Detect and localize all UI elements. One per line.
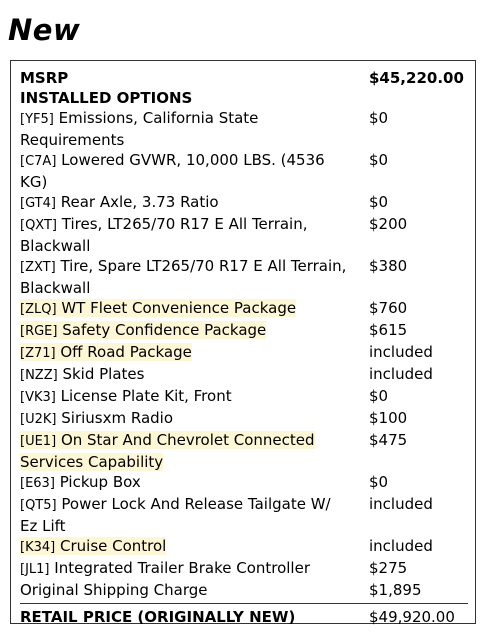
option-row: [20, 256, 466, 298]
option-description: [20, 408, 369, 430]
option-row: [20, 558, 466, 580]
option-row: [20, 108, 466, 150]
option-description: [20, 364, 369, 386]
option-price: $0: [369, 473, 389, 491]
option-row: [20, 342, 466, 364]
option-first-line: [20, 387, 232, 405]
option-first-line: [20, 109, 258, 127]
option-name: Integrated Trailer Brake Controller: [54, 559, 310, 577]
option-price: $200: [369, 215, 408, 233]
option-description: [20, 214, 369, 256]
option-description: [20, 386, 369, 408]
option-row: [20, 192, 466, 214]
option-first-line: [20, 215, 308, 233]
option-name-continued: Ez Lift: [20, 517, 66, 535]
shipping-row: [20, 580, 466, 600]
option-first-line: [20, 431, 315, 449]
page-title: New: [8, 13, 81, 47]
option-code: [Z71]: [20, 346, 56, 361]
option-code: [C7A]: [20, 154, 57, 169]
option-first-line: [20, 193, 219, 211]
option-price: $100: [369, 409, 408, 427]
option-price: $615: [369, 321, 408, 339]
option-code: [JL1]: [20, 562, 50, 577]
option-first-line: [20, 365, 144, 383]
option-description: [20, 536, 369, 558]
option-first-line: [20, 409, 173, 427]
option-name-continued: Requirements: [20, 131, 125, 149]
option-description: [20, 472, 369, 494]
option-row: [20, 150, 466, 192]
option-first-line: [20, 299, 296, 317]
option-name: Emissions, California State: [58, 109, 259, 127]
option-description: [20, 558, 369, 580]
option-price: $0: [369, 193, 389, 211]
option-row: [20, 320, 466, 342]
msrp-row: [20, 68, 466, 88]
option-price: included: [369, 537, 433, 555]
option-row: [20, 472, 466, 494]
option-description: [20, 430, 369, 472]
option-description: [20, 298, 369, 320]
option-price: $760: [369, 299, 408, 317]
installed-options-row: [20, 88, 466, 108]
option-row: [20, 298, 466, 320]
option-code: [YF5]: [20, 112, 54, 127]
total-label: RETAIL PRICE (ORIGINALLY NEW): [20, 608, 296, 626]
total-price: $49,920.00: [369, 608, 455, 626]
option-first-line: [20, 559, 310, 577]
option-first-line: [20, 495, 331, 513]
option-name: Tires, LT265/70 R17 E All Terrain,: [61, 215, 308, 233]
option-price: $275: [369, 559, 408, 577]
option-name-continued: KG): [20, 173, 48, 191]
option-name: License Plate Kit, Front: [60, 387, 232, 405]
option-description: [20, 342, 369, 364]
option-code: [QT5]: [20, 498, 57, 513]
option-code: [E63]: [20, 476, 55, 491]
option-name: Power Lock And Release Tailgate W/: [61, 495, 331, 513]
option-first-line: [20, 257, 346, 275]
window-sticker: [10, 60, 476, 624]
option-first-line: [20, 321, 266, 339]
option-first-line: [20, 473, 141, 491]
option-code: [RGE]: [20, 324, 58, 339]
total-row: [20, 607, 466, 627]
options-list: [20, 108, 466, 580]
msrp-price: $45,220.00: [369, 69, 464, 87]
option-name: Safety Confidence Package: [62, 321, 267, 339]
option-name: Tire, Spare LT265/70 R17 E All Terrain,: [60, 257, 347, 275]
shipping-price: $1,895: [369, 581, 422, 599]
option-row: [20, 364, 466, 386]
option-name-continued: Blackwall: [20, 237, 91, 255]
option-price: included: [369, 365, 433, 383]
option-name: On Star And Chevrolet Connected: [60, 431, 315, 449]
option-code: [UE1]: [20, 434, 57, 449]
option-name: Lowered GVWR, 10,000 LBS. (4536: [61, 151, 325, 169]
option-row: [20, 536, 466, 558]
option-description: [20, 108, 369, 150]
option-description: [20, 320, 369, 342]
option-first-line: [20, 343, 192, 361]
option-code: [ZLQ]: [20, 302, 57, 317]
option-price: $0: [369, 151, 389, 169]
option-description: [20, 150, 369, 192]
option-code: [K34]: [20, 540, 56, 555]
option-code: [GT4]: [20, 196, 56, 211]
option-row: [20, 494, 466, 536]
option-name: Off Road Package: [60, 343, 192, 361]
installed-options-label: INSTALLED OPTIONS: [20, 89, 193, 107]
option-first-line: [20, 151, 325, 169]
option-row: [20, 430, 466, 472]
option-description: [20, 494, 369, 536]
option-price: $0: [369, 109, 389, 127]
shipping-label: Original Shipping Charge: [20, 581, 208, 599]
option-name: Rear Axle, 3.73 Ratio: [60, 193, 219, 211]
msrp-label: MSRP: [20, 69, 69, 87]
option-row: [20, 408, 466, 430]
option-code: [QXT]: [20, 218, 57, 233]
option-name: Cruise Control: [60, 537, 167, 555]
option-name-continued: Blackwall: [20, 279, 91, 297]
option-name-continued: Services Capability: [20, 453, 164, 471]
option-code: [ZXT]: [20, 260, 56, 275]
option-description: [20, 256, 369, 298]
option-code: [U2K]: [20, 412, 57, 427]
option-first-line: [20, 537, 166, 555]
option-price: included: [369, 495, 433, 513]
option-description: [20, 192, 369, 214]
option-price: $0: [369, 387, 389, 405]
option-price: $380: [369, 257, 408, 275]
option-name: Skid Plates: [62, 365, 145, 383]
option-code: [VK3]: [20, 390, 56, 405]
total-divider: [20, 603, 468, 604]
option-name: Pickup Box: [59, 473, 141, 491]
option-row: [20, 386, 466, 408]
option-name: Siriusxm Radio: [61, 409, 174, 427]
option-price: included: [369, 343, 433, 361]
option-code: [NZZ]: [20, 368, 58, 383]
option-row: [20, 214, 466, 256]
option-price: $475: [369, 431, 408, 449]
option-name: WT Fleet Convenience Package: [61, 299, 297, 317]
